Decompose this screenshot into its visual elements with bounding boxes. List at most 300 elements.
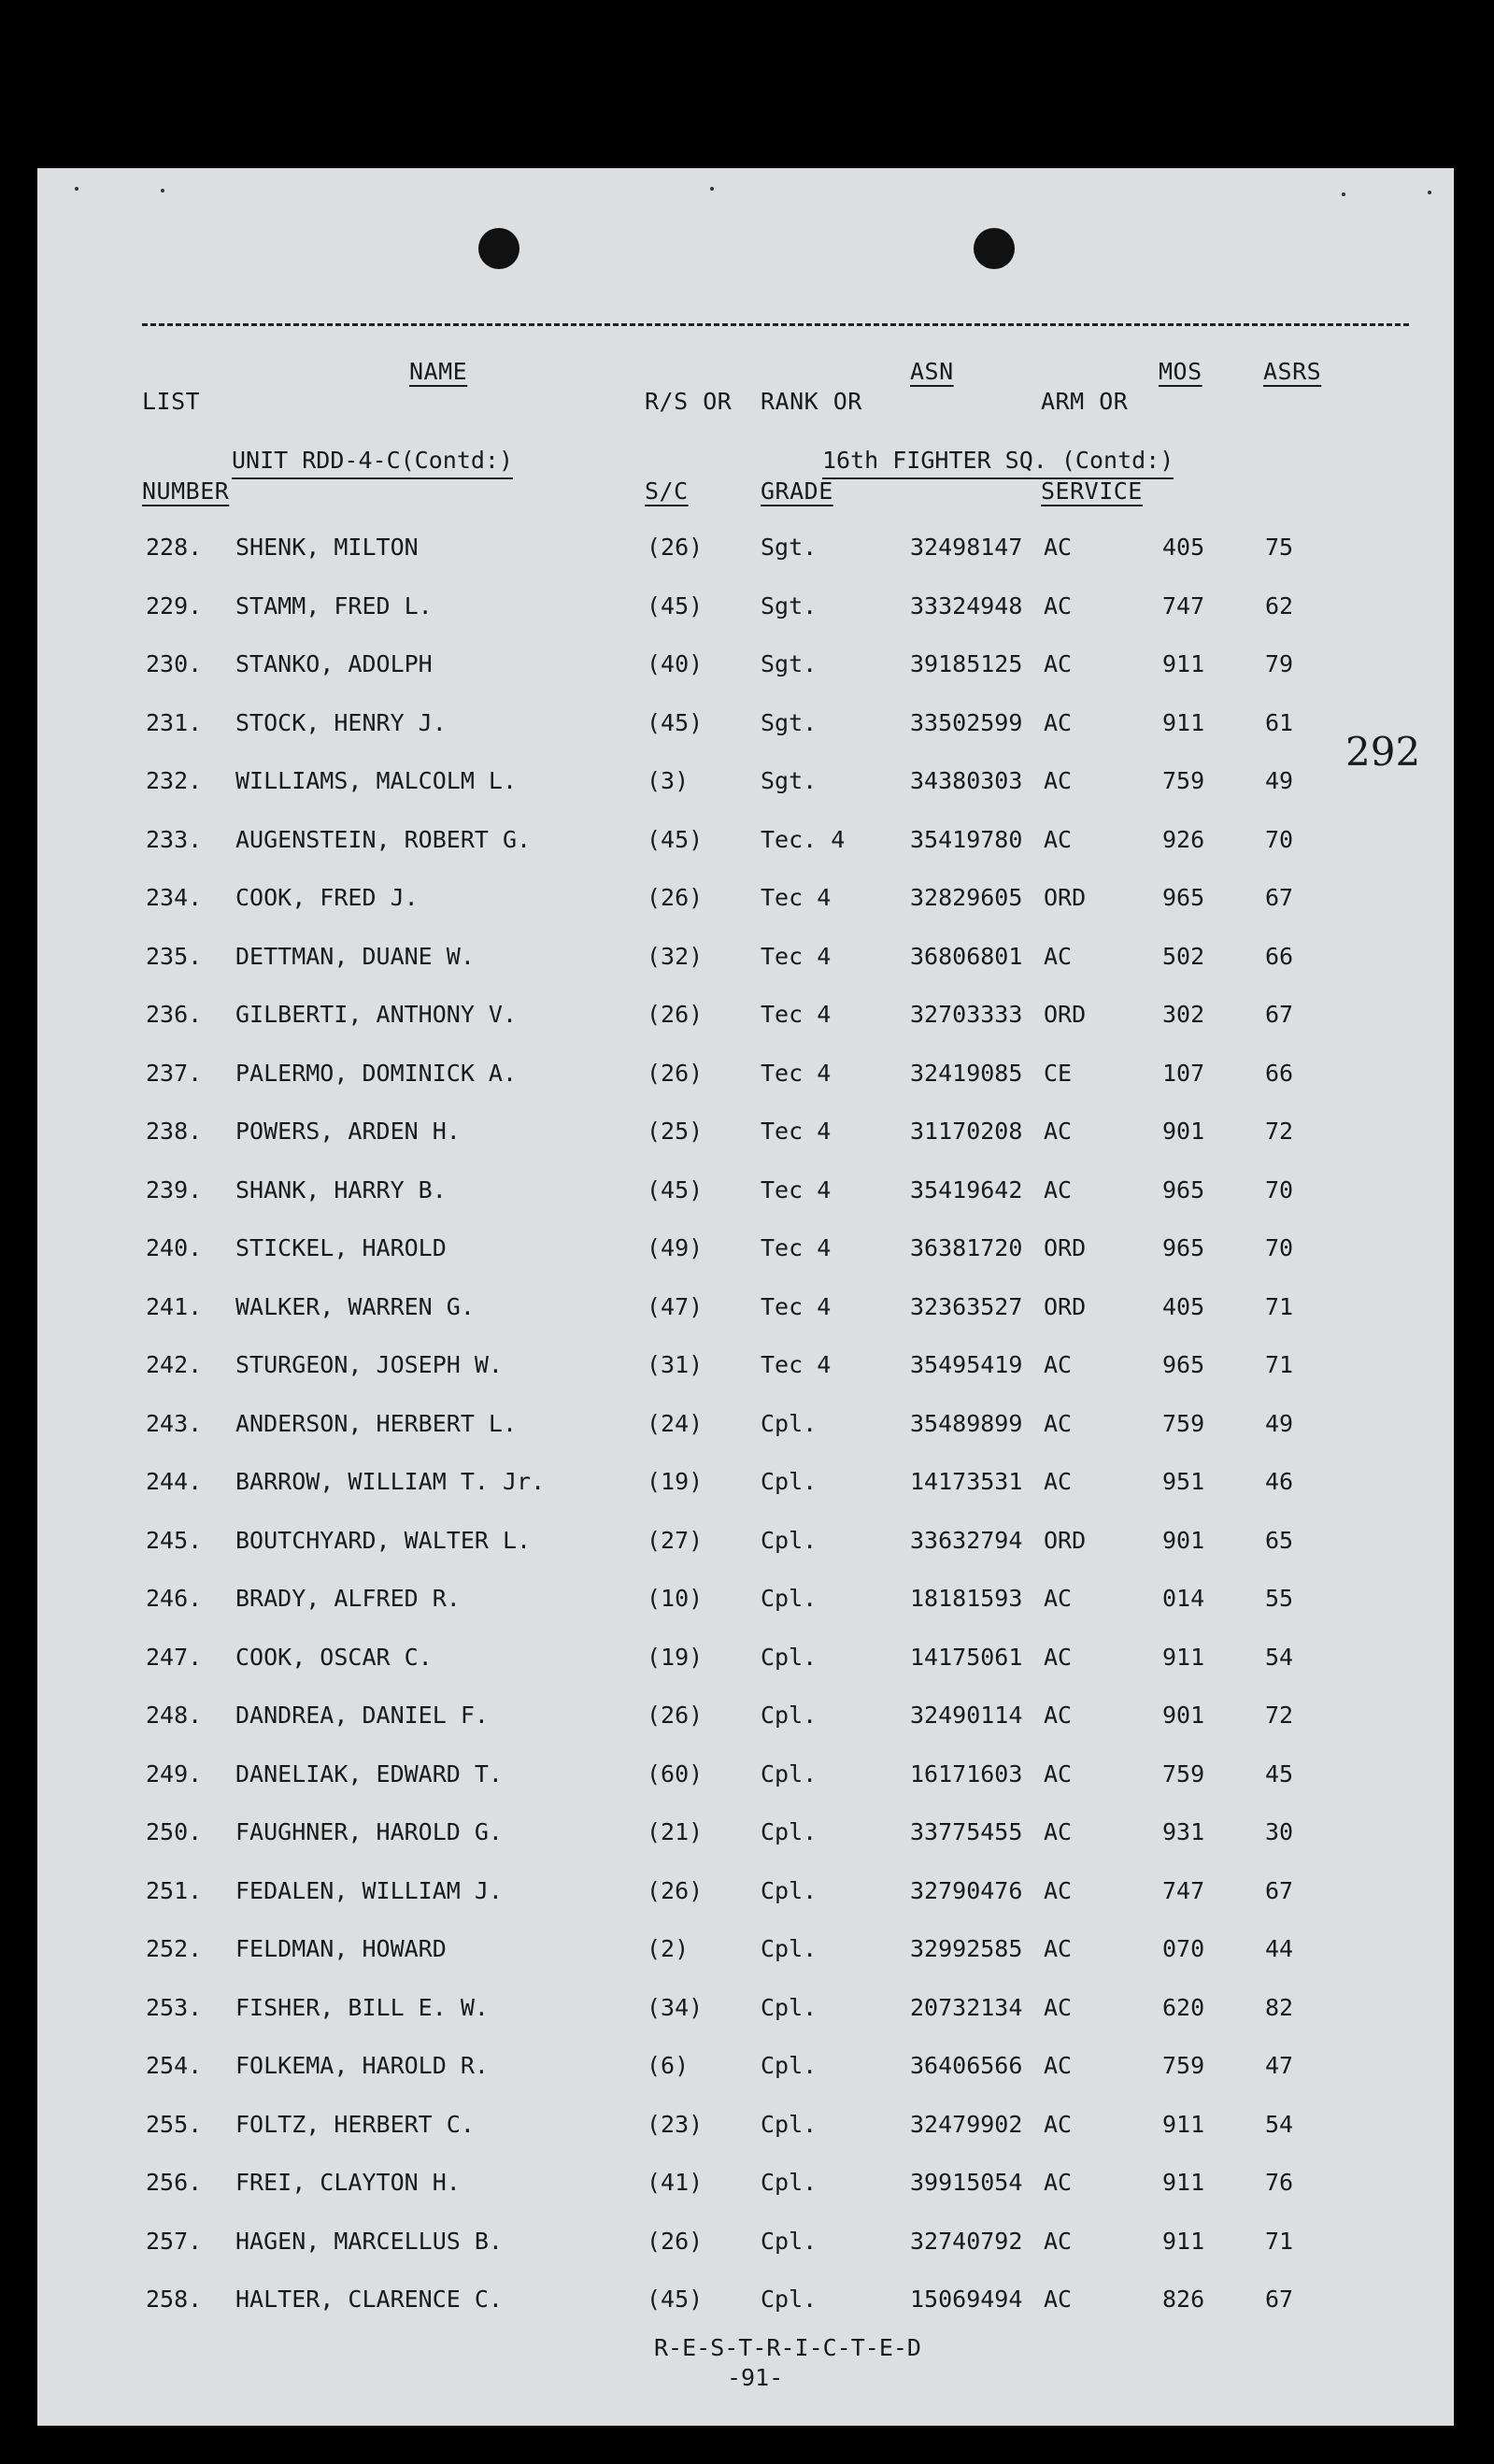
cell-asrs: 49 [1265,1409,1294,1437]
cell-mos: 965 [1162,1175,1205,1204]
cell-arm: ORD [1044,1292,1087,1320]
cell-asrs: 72 [1265,1702,1294,1729]
cell-mos: 901 [1162,1526,1205,1554]
cell-num: 258. [146,2286,203,2313]
cell-rs: (26) [647,884,704,911]
cell-name: STANKO, ADOLPH [235,650,433,677]
cell-rank: Cpl. [761,1759,818,1787]
cell-rs: (26) [647,2227,704,2255]
cell-name: DANDREA, DANIEL F. [235,1702,489,1729]
cell-arm: AC [1044,1702,1073,1729]
cell-arm: CE [1044,1059,1073,1087]
cell-num: 242. [146,1351,203,1378]
document-sheet [37,168,1454,2426]
cell-asn: 39915054 [910,2169,1023,2196]
header-rank-line1: RANK OR [761,388,862,415]
cell-name: STOCK, HENRY J. [235,708,447,736]
cell-rank: Cpl. [761,2227,818,2255]
cell-rank: Sgt. [761,767,818,794]
cell-asrs: 67 [1265,1001,1294,1028]
speck [1428,191,1431,194]
cell-arm: AC [1044,591,1073,620]
cell-num: 256. [146,2169,203,2196]
cell-num: 241. [146,1292,203,1320]
cell-rs: (41) [647,2169,704,2196]
cell-rs: (27) [647,1526,704,1554]
cell-asrs: 72 [1265,1118,1294,1145]
cell-asn: 39185125 [910,650,1023,677]
cell-name: SHENK, MILTON [235,534,419,561]
cell-num: 239. [146,1175,203,1204]
table-row [37,705,1454,742]
header-asn: ASN [910,358,954,385]
cell-asn: 35489899 [910,1409,1023,1437]
cell-rank: Tec 4 [761,1351,832,1378]
table-row [37,2281,1454,2318]
cell-asn: 32419085 [910,1059,1023,1087]
cell-rank: Cpl. [761,1818,818,1845]
cell-asrs: 79 [1265,650,1294,677]
cell-num: 234. [146,884,203,911]
cell-asn: 35419780 [910,825,1023,853]
cell-arm: AC [1044,1351,1073,1378]
table-row [37,2164,1454,2201]
cell-asn: 32703333 [910,1001,1023,1028]
cell-rs: (19) [647,1643,704,1671]
cell-rs: (49) [647,1234,704,1261]
cell-asrs: 45 [1265,1759,1294,1787]
table-row [37,1055,1454,1092]
cell-rank: Tec. 4 [761,825,846,853]
cell-rs: (3) [647,767,690,794]
cell-arm: AC [1044,1643,1073,1671]
cell-asn: 33632794 [910,1526,1023,1554]
cell-name: STAMM, FRED L. [235,591,433,620]
cell-name: PALERMO, DOMINICK A. [235,1059,518,1087]
cell-rank: Tec 4 [761,1175,832,1204]
cell-name: COOK, FRED J. [235,884,419,911]
punch-hole-left [478,228,519,269]
cell-rs: (26) [647,1059,704,1087]
cell-arm: AC [1044,2286,1073,2313]
cell-asrs: 44 [1265,1935,1294,1962]
speck [75,187,78,191]
cell-num: 255. [146,2110,203,2138]
cell-mos: 901 [1162,1702,1205,1729]
cell-name: ANDERSON, HERBERT L. [235,1409,518,1437]
cell-rs: (10) [647,1585,704,1612]
cell-arm: AC [1044,1409,1073,1437]
cell-num: 253. [146,1993,203,2021]
cell-arm: AC [1044,1468,1073,1495]
cell-asrs: 66 [1265,942,1294,970]
table-row [37,1697,1454,1734]
header-rs-line2: S/C [645,477,689,505]
cell-name: STURGEON, JOSEPH W. [235,1351,503,1378]
cell-rs: (2) [647,1935,690,1962]
cell-name: BRADY, ALFRED R. [235,1585,461,1612]
table-row [37,1405,1454,1443]
header-rs-line1: R/S OR [645,388,733,415]
cell-arm: AC [1044,767,1073,794]
cell-asrs: 61 [1265,708,1294,736]
cell-num: 240. [146,1234,203,1261]
table-row [37,2106,1454,2144]
cell-rank: Cpl. [761,2286,818,2313]
cell-asrs: 70 [1265,1234,1294,1261]
cell-asrs: 47 [1265,2052,1294,2079]
table-row [37,1346,1454,1384]
table-row [37,762,1454,800]
cell-arm: AC [1044,2227,1073,2255]
squadron-title: 16th FIGHTER SQ. (Contd:) [822,447,1174,479]
cell-asrs: 65 [1265,1526,1294,1554]
cell-asrs: 76 [1265,2169,1294,2196]
cell-arm: ORD [1044,1526,1087,1554]
cell-rs: (40) [647,650,704,677]
cell-asrs: 66 [1265,1059,1294,1087]
cell-asrs: 71 [1265,1351,1294,1378]
cell-asn: 32740792 [910,2227,1023,2255]
cell-rs: (34) [647,1993,704,2021]
cell-name: AUGENSTEIN, ROBERT G. [235,825,532,853]
cell-arm: AC [1044,1818,1073,1845]
cell-asrs: 30 [1265,1818,1294,1845]
header-arm-line2: SERVICE [1041,477,1143,505]
cell-asn: 33775455 [910,1818,1023,1845]
cell-rank: Cpl. [761,1526,818,1554]
speck [1342,192,1345,196]
cell-asn: 18181593 [910,1585,1023,1612]
cell-asrs: 54 [1265,2110,1294,2138]
cell-mos: 826 [1162,2286,1205,2313]
cell-name: HAGEN, MARCELLUS B. [235,2227,503,2255]
punch-hole-right [974,228,1015,269]
cell-asrs: 67 [1265,1876,1294,1904]
table-row [37,1639,1454,1676]
cell-rs: (26) [647,534,704,561]
cell-asrs: 71 [1265,2227,1294,2255]
header-rule [142,323,1409,326]
cell-mos: 107 [1162,1059,1205,1087]
cell-rank: Cpl. [761,2052,818,2079]
table-row [37,1580,1454,1617]
cell-name: DANELIAK, EDWARD T. [235,1759,503,1787]
cell-arm: AC [1044,534,1073,561]
cell-num: 237. [146,1059,203,1087]
cell-asn: 32490114 [910,1702,1023,1729]
cell-arm: AC [1044,1118,1073,1145]
cell-asrs: 70 [1265,825,1294,853]
cell-rank: Cpl. [761,2169,818,2196]
cell-rs: (31) [647,1351,704,1378]
cell-asrs: 75 [1265,534,1294,561]
cell-rs: (21) [647,1818,704,1845]
cell-mos: 302 [1162,1001,1205,1028]
cell-arm: ORD [1044,1001,1087,1028]
cell-asrs: 49 [1265,767,1294,794]
cell-mos: 951 [1162,1468,1205,1495]
cell-mos: 747 [1162,1876,1205,1904]
cell-name: HALTER, CLARENCE C. [235,2286,503,2313]
cell-name: FAUGHNER, HAROLD G. [235,1818,503,1845]
cell-arm: AC [1044,2052,1073,2079]
cell-arm: AC [1044,2169,1073,2196]
cell-asn: 32363527 [910,1292,1023,1320]
cell-num: 244. [146,1468,203,1495]
cell-rank: Cpl. [761,1876,818,1904]
cell-rank: Tec 4 [761,1292,832,1320]
cell-rs: (47) [647,1292,704,1320]
cell-arm: AC [1044,708,1073,736]
cell-rank: Sgt. [761,708,818,736]
cell-mos: 965 [1162,884,1205,911]
cell-num: 250. [146,1818,203,1845]
cell-arm: AC [1044,942,1073,970]
cell-name: POWERS, ARDEN H. [235,1118,461,1145]
cell-name: BARROW, WILLIAM T. Jr. [235,1468,546,1495]
cell-rs: (60) [647,1759,704,1787]
cell-rank: Cpl. [761,1993,818,2021]
cell-asn: 31170208 [910,1118,1023,1145]
cell-arm: AC [1044,1759,1073,1787]
header-asrs: ASRS [1263,358,1322,385]
cell-asn: 33324948 [910,591,1023,620]
cell-rank: Sgt. [761,591,818,620]
cell-rank: Sgt. [761,650,818,677]
cell-asn: 35495419 [910,1351,1023,1378]
cell-mos: 911 [1162,708,1205,736]
cell-mos: 911 [1162,1643,1205,1671]
header-rank-line2: GRADE [761,477,833,505]
cell-name: STICKEL, HAROLD [235,1234,447,1261]
margin-page-number: 292 [1345,729,1421,775]
table-row [37,1230,1454,1267]
cell-arm: AC [1044,1876,1073,1904]
cell-asn: 36406566 [910,2052,1023,2079]
cell-rank: Tec 4 [761,1059,832,1087]
table-row [37,821,1454,859]
cell-asrs: 54 [1265,1643,1294,1671]
cell-asn: 34380303 [910,767,1023,794]
cell-asn: 32498147 [910,534,1023,561]
cell-asrs: 46 [1265,1468,1294,1495]
cell-asn: 15069494 [910,2286,1023,2313]
cell-asn: 32829605 [910,884,1023,911]
header-name: NAME [409,358,468,385]
cell-num: 231. [146,708,203,736]
cell-name: FOLTZ, HERBERT C. [235,2110,475,2138]
header-arm-line1: ARM OR [1041,388,1129,415]
cell-mos: 070 [1162,1935,1205,1962]
cell-num: 230. [146,650,203,677]
cell-name: FELDMAN, HOWARD [235,1935,447,1962]
cell-mos: 747 [1162,591,1205,620]
cell-num: 243. [146,1409,203,1437]
cell-num: 247. [146,1643,203,1671]
cell-rs: (45) [647,708,704,736]
table-row [37,1873,1454,1910]
cell-arm: AC [1044,1935,1073,1962]
cell-mos: 759 [1162,1409,1205,1437]
cell-num: 249. [146,1759,203,1787]
cell-rank: Cpl. [761,1409,818,1437]
cell-rs: (6) [647,2052,690,2079]
cell-rank: Tec 4 [761,884,832,911]
table-row [37,1989,1454,2027]
cell-mos: 926 [1162,825,1205,853]
cell-mos: 502 [1162,942,1205,970]
cell-name: FREI, CLAYTON H. [235,2169,461,2196]
table-row [37,529,1454,566]
table-row [37,1113,1454,1150]
cell-num: 228. [146,534,203,561]
cell-rank: Cpl. [761,1585,818,1612]
cell-asn: 33502599 [910,708,1023,736]
cell-rank: Cpl. [761,1702,818,1729]
cell-num: 246. [146,1585,203,1612]
table-row [37,938,1454,976]
cell-name: BOUTCHYARD, WALTER L. [235,1526,532,1554]
cell-mos: 931 [1162,1818,1205,1845]
cell-asrs: 62 [1265,591,1294,620]
cell-rank: Tec 4 [761,1234,832,1261]
cell-mos: 759 [1162,767,1205,794]
cell-rank: Tec 4 [761,942,832,970]
table-row [37,2047,1454,2085]
cell-arm: AC [1044,1993,1073,2021]
cell-asn: 35419642 [910,1175,1023,1204]
table-row [37,588,1454,625]
cell-arm: ORD [1044,884,1087,911]
cell-asn: 32992585 [910,1935,1023,1962]
cell-asn: 14173531 [910,1468,1023,1495]
cell-num: 248. [146,1702,203,1729]
table-row [37,1463,1454,1501]
cell-name: DETTMAN, DUANE W. [235,942,475,970]
cell-rank: Tec 4 [761,1118,832,1145]
cell-asn: 36806801 [910,942,1023,970]
cell-rs: (32) [647,942,704,970]
cell-arm: AC [1044,825,1073,853]
cell-mos: 911 [1162,2227,1205,2255]
cell-name: COOK, OSCAR C. [235,1643,433,1671]
cell-rs: (26) [647,1001,704,1028]
cell-num: 252. [146,1935,203,1962]
cell-mos: 965 [1162,1234,1205,1261]
table-row [37,1172,1454,1209]
cell-rs: (26) [647,1702,704,1729]
cell-num: 257. [146,2227,203,2255]
cell-mos: 911 [1162,650,1205,677]
cell-rank: Sgt. [761,534,818,561]
cell-asn: 36381720 [910,1234,1023,1261]
cell-arm: AC [1044,1175,1073,1204]
page-number: -91- [727,2364,784,2391]
cell-asrs: 71 [1265,1292,1294,1320]
cell-name: WILLIAMS, MALCOLM L. [235,767,518,794]
cell-mos: 620 [1162,1993,1205,2021]
cell-rs: (26) [647,1876,704,1904]
cell-mos: 911 [1162,2169,1205,2196]
cell-mos: 405 [1162,534,1205,561]
cell-name: FISHER, BILL E. W. [235,1993,489,2021]
cell-rs: (45) [647,2286,704,2313]
cell-rs: (25) [647,1118,704,1145]
header-mos: MOS [1159,358,1202,385]
cell-num: 254. [146,2052,203,2079]
cell-rs: (45) [647,591,704,620]
table-row [37,1814,1454,1851]
cell-arm: AC [1044,2110,1073,2138]
cell-mos: 965 [1162,1351,1205,1378]
cell-mos: 911 [1162,2110,1205,2138]
cell-num: 233. [146,825,203,853]
unit-title: UNIT RDD-4-C(Contd:) [232,447,513,479]
cell-num: 238. [146,1118,203,1145]
table-row [37,1756,1454,1793]
cell-asn: 20732134 [910,1993,1023,2021]
table-row [37,996,1454,1033]
cell-rs: (19) [647,1468,704,1495]
cell-mos: 901 [1162,1118,1205,1145]
cell-name: WALKER, WARREN G. [235,1292,475,1320]
cell-num: 251. [146,1876,203,1904]
cell-asn: 32479902 [910,2110,1023,2138]
speck [710,187,714,191]
cell-asrs: 70 [1265,1175,1294,1204]
cell-rank: Cpl. [761,1468,818,1495]
cell-asrs: 82 [1265,1993,1294,2021]
cell-arm: AC [1044,1585,1073,1612]
cell-asn: 32790476 [910,1876,1023,1904]
cell-name: SHANK, HARRY B. [235,1175,447,1204]
table-row [37,2223,1454,2260]
table-row [37,1930,1454,1968]
cell-mos: 405 [1162,1292,1205,1320]
cell-mos: 759 [1162,1759,1205,1787]
cell-asn: 16171603 [910,1759,1023,1787]
table-row [37,1522,1454,1560]
cell-asrs: 67 [1265,2286,1294,2313]
cell-asrs: 55 [1265,1585,1294,1612]
cell-rank: Tec 4 [761,1001,832,1028]
cell-arm: ORD [1044,1234,1087,1261]
cell-rs: (45) [647,825,704,853]
cell-rank: Cpl. [761,1935,818,1962]
cell-num: 236. [146,1001,203,1028]
cell-mos: 014 [1162,1585,1205,1612]
cell-rs: (45) [647,1175,704,1204]
restricted-marking: R-E-S-T-R-I-C-T-E-D [654,2334,921,2361]
speck [161,189,164,192]
cell-rs: (23) [647,2110,704,2138]
table-row [37,879,1454,917]
cell-num: 232. [146,767,203,794]
cell-asrs: 67 [1265,884,1294,911]
table-row [37,646,1454,683]
cell-name: GILBERTI, ANTHONY V. [235,1001,518,1028]
cell-rank: Cpl. [761,1643,818,1671]
cell-rs: (24) [647,1409,704,1437]
cell-num: 229. [146,591,203,620]
cell-asn: 14175061 [910,1643,1023,1671]
cell-mos: 759 [1162,2052,1205,2079]
cell-rank: Cpl. [761,2110,818,2138]
header-list-line1: LIST [142,388,201,415]
cell-name: FOLKEMA, HAROLD R. [235,2052,489,2079]
table-row [37,1289,1454,1326]
